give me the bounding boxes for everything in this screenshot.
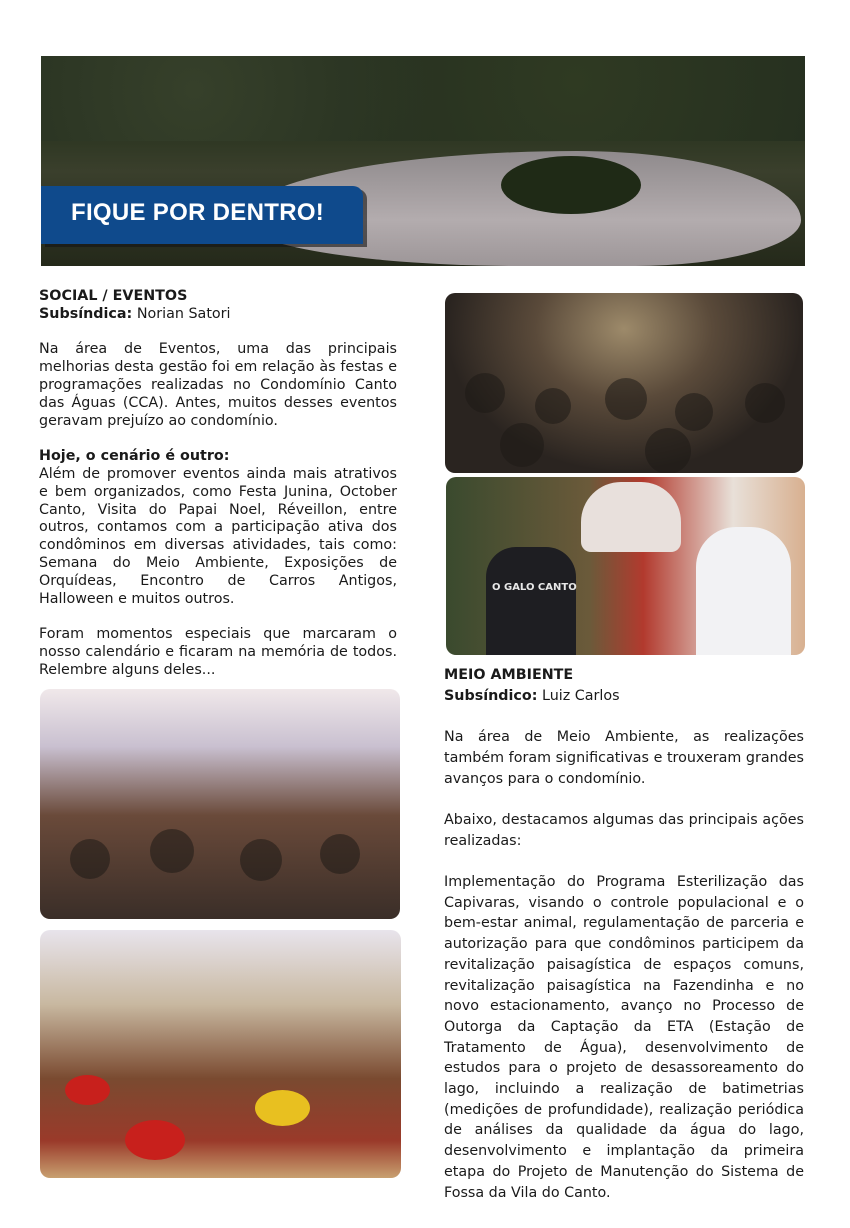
hero-island <box>501 156 641 214</box>
environment-section <box>444 665 804 1203</box>
environment-paragraph-3: Implementação do Programa Esterilização das Capivaras, visando o controle populacional e o bem-estar animal, regulamentação de parceria e autorização para que condôminos participem da revitalização paisagística de espaços comuns, revitalização paisagística na Fazendinha e no novo estacionamento, avanço no Processo de Outorga da Captação da ETA (Estação de Tratamento de Água), desenvolvimento de estudos para o projeto de desassoreamento do lago, incluindo a realização de batimetrias (medições de profundidade), realização periódica de análises da qualidade da água do lago, desenvolvimento e implantação da primeira etapa do Projeto de Manutenção do Sistema de Fossa da Vila do Canto. <box>444 873 804 1201</box>
social-heading-2: Hoje, o cenário é outro: <box>39 448 230 465</box>
dinner-event-photo <box>40 689 400 919</box>
environment-title: MEIO AMBIENTE <box>444 667 574 683</box>
social-events-section <box>39 288 397 680</box>
environment-sub-name: Luiz Carlos <box>537 687 620 704</box>
social-paragraph-3: Foram momentos especiais que marcaram o nosso calendário e ficaram na memória de todos. Relembre alguns deles... <box>39 626 397 678</box>
banner-title: FIQUE POR DENTRO! <box>71 199 325 226</box>
social-paragraph-2: Além de promover eventos ainda mais atrativos e bem organizados, como Festa Junina, October Canto, Visita do Papai Noel, Réveillon, entre outros, contamos com a participação ativa dos condôminos em diversas atividades, tais como: Semana do Meio Ambiente, Exposições de Orquídeas, Encontro de Carros Antigos, Halloween e muitos outros. <box>39 465 397 607</box>
party-crowd-photo <box>445 293 803 473</box>
environment-paragraph-2: Abaixo, destacamos algumas das principais ações realizadas: <box>444 811 804 849</box>
social-subsindica <box>39 306 397 324</box>
environment-paragraph-1: Na área de Meio Ambiente, as realizações também foram significativas e trouxeram grandes avanços para o condomínio. <box>444 729 804 787</box>
shirt-text: O GALO CANTO <box>492 582 577 593</box>
hero-treeline <box>41 56 805 141</box>
environment-subsindico <box>444 686 804 707</box>
social-sub-name: Norian Satori <box>132 305 231 322</box>
social-title: SOCIAL / EVENTOS <box>39 288 188 304</box>
festive-tables-photo <box>40 930 401 1178</box>
social-paragraph-1: Na área de Eventos, uma das principais melhorias desta gestão foi em relação às festas e programações realizadas no Condomínio Canto das Águas (CCA). Antes, muitos desses eventos geravam prejuízo ao condomínio. <box>39 341 397 429</box>
social-sub-label: Subsíndica: <box>39 305 133 322</box>
environment-sub-label: Subsíndico: <box>444 687 538 704</box>
santa-with-children-photo <box>446 477 805 655</box>
